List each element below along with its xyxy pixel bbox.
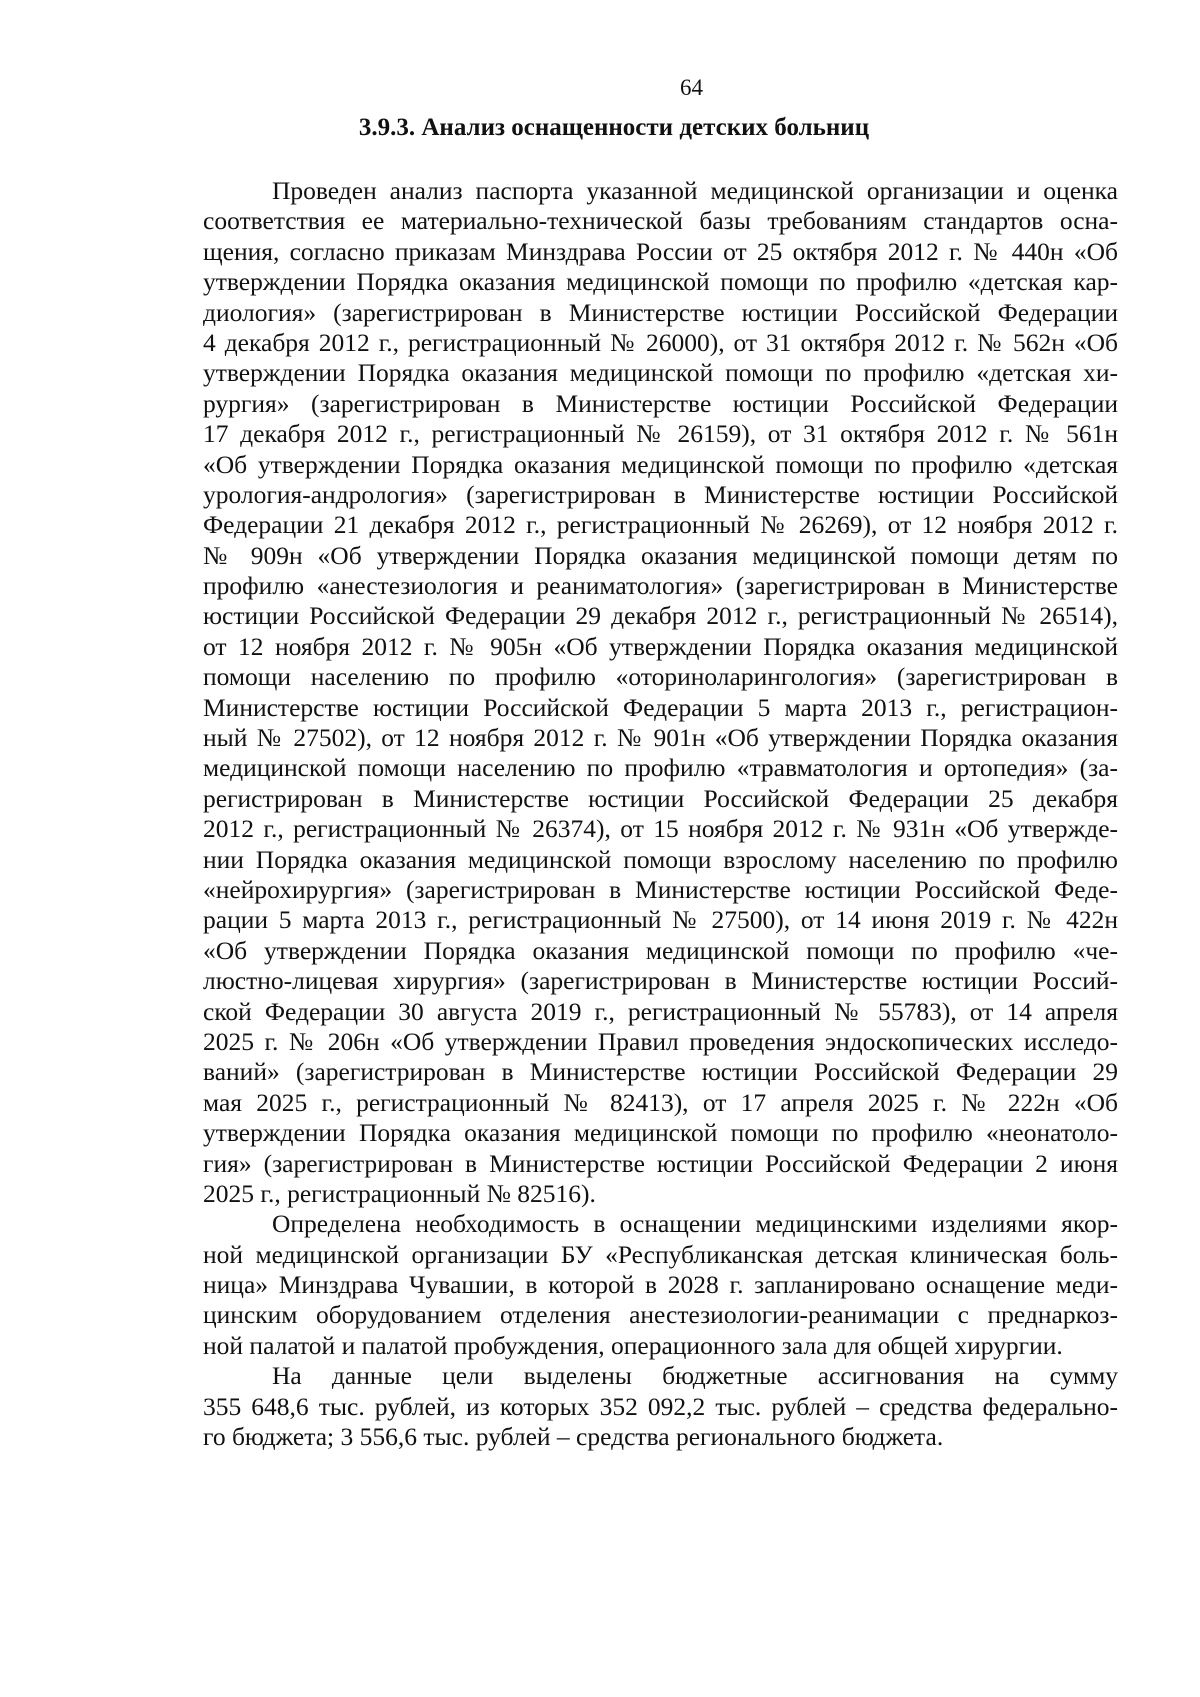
section-heading: 3.9.3. Анализ оснащенности детских больниц xyxy=(358,114,870,141)
page-number: 64 xyxy=(680,75,703,100)
text-line: 2025 г., регистрационный № 82516). xyxy=(203,1178,596,1208)
text-line: рации 5 марта 2013 г., регистрационный № 27500), от 14 июня 2019 г. № 422н xyxy=(203,905,1118,935)
text-line: ной медицинской организации БУ «Республиканская детская клиническая боль- xyxy=(203,1239,1118,1269)
text-line: цинским оборудованием отделения анестезиологии-реанимации с преднаркоз- xyxy=(203,1300,1118,1330)
text-line: Проведен анализ паспорта указанной медицинской организации и оценка xyxy=(272,176,1118,205)
text-line: диология» (зарегистрирован в Министерстве юстиции Российской Федерации xyxy=(203,297,1118,327)
text-line: утверждении Порядка оказания медицинской помощи по профилю «детская кар- xyxy=(203,267,1118,297)
text-line: ный № 27502), от 12 ноября 2012 г. № 901н «Об утверждении Порядка оказания xyxy=(203,723,1118,753)
text-line: профилю «анестезиология и реаниматология» (зарегистрирован в Министерстве xyxy=(203,571,1118,601)
text-line: урология-андрология» (зарегистрирован в Министерстве юстиции Российской xyxy=(203,479,1118,509)
text-line: утверждении Порядка оказания медицинской помощи по профилю «неонатоло- xyxy=(203,1118,1118,1148)
text-line: ской Федерации 30 августа 2019 г., регистрационный № 55783), от 14 апреля xyxy=(203,996,1118,1026)
text-line: 17 декабря 2012 г., регистрационный № 26159), от 31 октября 2012 г. № 561н xyxy=(203,419,1118,449)
text-line: 355 648,6 тыс. рублей, из которых 352 092,2 тыс. рублей – средства федерально- xyxy=(203,1391,1118,1421)
text-line: Определена необходимость в оснащении медицинскими изделиями якор- xyxy=(272,1209,1118,1239)
text-line: медицинской помощи населению по профилю «травматология и ортопедия» (за- xyxy=(203,753,1118,783)
text-line: гия» (зарегистрирован в Министерстве юстиции Российской Федерации 2 июня xyxy=(203,1148,1118,1178)
paragraph xyxy=(203,1209,1118,1361)
text-line: 4 декабря 2012 г., регистрационный № 26000), от 31 октября 2012 г. № 562н «Об xyxy=(203,327,1118,357)
paragraph xyxy=(203,176,1118,1209)
text-line: Министерстве юстиции Российской Федерации 5 марта 2013 г., регистрацион- xyxy=(203,692,1118,722)
text-line: мая 2025 г., регистрационный № 82413), от 17 апреля 2025 г. № 222н «Об xyxy=(203,1087,1118,1117)
text-line: от 12 ноября 2012 г. № 905н «Об утверждении Порядка оказания медицинской xyxy=(203,631,1118,661)
paragraph xyxy=(203,1361,1118,1452)
text-line: 2025 г. № 206н «Об утверждении Правил проведения эндоскопических исследо- xyxy=(203,1026,1118,1056)
text-line: юстиции Российской Федерации 29 декабря 2012 г., регистрационный № 26514), xyxy=(203,601,1118,631)
text-line: Федерации 21 декабря 2012 г., регистрационный № 26269), от 12 ноября 2012 г. xyxy=(203,510,1118,540)
text-line: 2012 г., регистрационный № 26374), от 15 ноября 2012 г. № 931н «Об утвержде- xyxy=(203,814,1118,844)
text-line: «Об утверждении Порядка оказания медицинской помощи по профилю «детская xyxy=(203,449,1118,479)
text-line: ница» Минздрава Чувашии, в которой в 2028 г. запланировано оснащение меди- xyxy=(203,1270,1118,1300)
text-line: люстно-лицевая хирургия» (зарегистрирован в Министерстве юстиции Россий- xyxy=(203,966,1118,996)
text-line: рургия» (зарегистрирован в Министерстве юстиции Российской Федерации xyxy=(203,388,1118,418)
text-line: щения, согласно приказам Минздрава России от 25 октября 2012 г. № 440н «Об xyxy=(203,236,1118,266)
text-line: № 909н «Об утверждении Порядка оказания медицинской помощи детям по xyxy=(203,540,1118,570)
text-line: «нейрохирургия» (зарегистрирован в Министерстве юстиции Российской Феде- xyxy=(203,874,1118,904)
text-line: соответствия ее материально-технической базы требованиям стандартов осна- xyxy=(203,206,1118,236)
text-line: помощи населению по профилю «оториноларингология» (зарегистрирован в xyxy=(203,662,1118,692)
text-line: регистрирован в Министерстве юстиции Российской Федерации 25 декабря xyxy=(203,783,1118,813)
text-line: На данные цели выделены бюджетные ассигнования на сумму xyxy=(272,1361,1118,1391)
text-line: нии Порядка оказания медицинской помощи взрослому населению по профилю xyxy=(203,844,1118,874)
text-line: ваний» (зарегистрирован в Министерстве юстиции Российской Федерации 29 xyxy=(203,1057,1118,1087)
body-text xyxy=(203,176,1118,1452)
text-line: «Об утверждении Порядка оказания медицинской помощи по профилю «че- xyxy=(203,935,1118,965)
text-line: ной палатой и палатой пробуждения, операционного зала для общей хирургии. xyxy=(203,1330,1063,1360)
text-line: утверждении Порядка оказания медицинской помощи по профилю «детская хи- xyxy=(203,358,1118,388)
text-line: го бюджета; 3 556,6 тыс. рублей – средства регионального бюджета. xyxy=(203,1422,944,1452)
